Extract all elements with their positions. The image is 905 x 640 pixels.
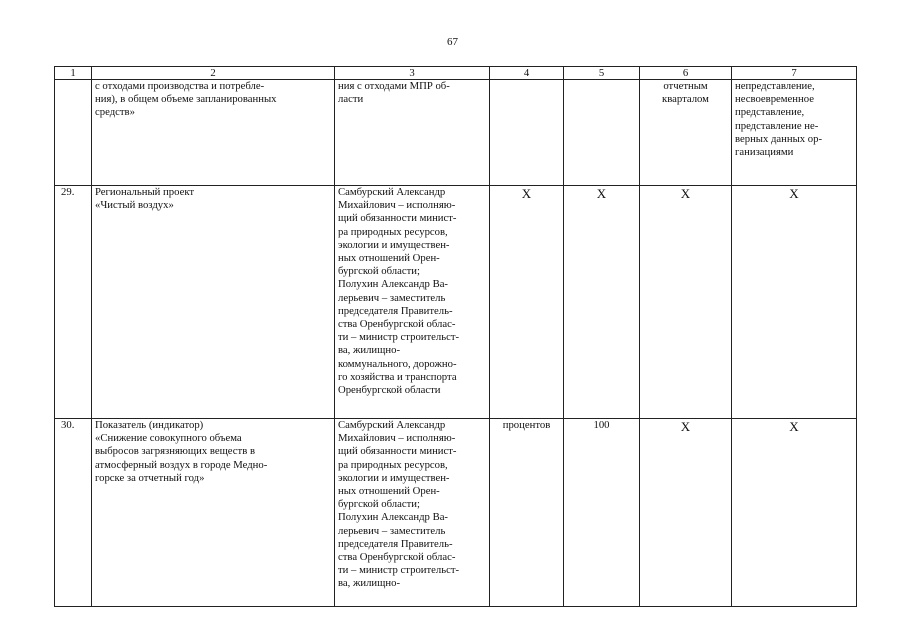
text-line: председателя Правитель- bbox=[338, 304, 453, 317]
text-line: несвоевременное bbox=[735, 93, 814, 106]
text-line: «Чистый воздух» bbox=[95, 199, 174, 212]
period-cell bbox=[640, 80, 732, 186]
text-line: ра природных ресурсов, bbox=[338, 225, 448, 238]
text-line: непредставление, bbox=[735, 80, 815, 92]
text-line: Оренбургской области bbox=[338, 384, 441, 397]
text-line: верных данных ор- bbox=[735, 132, 823, 145]
text-line: ра природных ресурсов, bbox=[338, 458, 448, 471]
value-cell bbox=[564, 80, 640, 186]
text-line: щий обязанности минист- bbox=[338, 212, 457, 225]
unit-cell: Х bbox=[490, 186, 564, 419]
text-line: ва, жилищно- bbox=[338, 577, 401, 590]
indicator-name bbox=[92, 186, 335, 419]
text-line: горске за отчетный год» bbox=[95, 471, 205, 484]
text-line: Показатель (индикатор) bbox=[95, 419, 204, 431]
text-line: «Снижение совокупного объема bbox=[95, 432, 242, 445]
text-line: щий обязанности минист- bbox=[338, 445, 457, 458]
column-number: 5 bbox=[564, 67, 640, 80]
text-line: с отходами производства и потребле- bbox=[95, 80, 265, 92]
text-line: го хозяйства и транспорта bbox=[338, 370, 457, 383]
text-line: лерьевич – заместитель bbox=[338, 524, 446, 537]
text-line: средств» bbox=[95, 106, 135, 119]
text-line: ных отношений Орен- bbox=[338, 252, 440, 265]
text-line: ния с отходами МПР об- bbox=[338, 80, 450, 92]
table-row bbox=[55, 419, 857, 607]
unit-cell bbox=[490, 80, 564, 186]
responsible-person bbox=[335, 419, 490, 607]
column-number: 1 bbox=[55, 67, 92, 80]
responsible-person bbox=[335, 186, 490, 419]
responsible-person bbox=[335, 80, 490, 186]
column-number: 4 bbox=[490, 67, 564, 80]
text-line: коммунального, дорожно- bbox=[338, 357, 457, 370]
period-cell: Х bbox=[640, 419, 732, 607]
text-line: ти – министр строительст- bbox=[338, 564, 460, 577]
document-table bbox=[54, 66, 857, 607]
unit-cell: процентов bbox=[490, 419, 564, 607]
indicator-name bbox=[92, 419, 335, 607]
period-cell: Х bbox=[640, 186, 732, 419]
indicator-name bbox=[92, 80, 335, 186]
text-line: ния), в общем объеме запланированных bbox=[95, 93, 277, 106]
text-line: председателя Правитель- bbox=[338, 537, 453, 550]
sanction-cell bbox=[732, 80, 857, 186]
table-row bbox=[55, 80, 857, 186]
text-line: Михайлович – исполняю- bbox=[338, 432, 456, 445]
page-number: 67 bbox=[447, 36, 458, 48]
text-line: Самбурский Александр bbox=[338, 419, 446, 431]
text-line: отчетным bbox=[663, 80, 708, 92]
text-line: Михайлович – исполняю- bbox=[338, 199, 456, 212]
row-number bbox=[55, 80, 92, 186]
text-line: лерьевич – заместитель bbox=[338, 291, 446, 304]
text-line: экологии и имуществен- bbox=[338, 238, 450, 251]
text-line: ных отношений Орен- bbox=[338, 485, 440, 498]
value-cell: 100 bbox=[564, 419, 640, 607]
text-line: атмосферный воздух в городе Медно- bbox=[95, 458, 268, 471]
column-number-row bbox=[55, 67, 857, 80]
text-line: ганизациями bbox=[735, 146, 794, 159]
text-line: ласти bbox=[338, 93, 364, 106]
text-line: экологии и имуществен- bbox=[338, 471, 450, 484]
row-number: 29. bbox=[55, 186, 92, 419]
text-line: Полухин Александр Ва- bbox=[338, 278, 448, 291]
text-line: Самбурский Александр bbox=[338, 186, 446, 198]
text-line: бургской области; bbox=[338, 498, 420, 511]
text-line: Региональный проект bbox=[95, 186, 195, 198]
text-line: бургской области; bbox=[338, 265, 420, 278]
text-line: кварталом bbox=[662, 93, 709, 106]
column-number: 7 bbox=[732, 67, 857, 80]
row-number: 30. bbox=[55, 419, 92, 607]
column-number: 3 bbox=[335, 67, 490, 80]
table-row bbox=[55, 186, 857, 419]
column-number: 6 bbox=[640, 67, 732, 80]
text-line: представление не- bbox=[735, 119, 819, 132]
text-line: выбросов загрязняющих веществ в bbox=[95, 445, 255, 458]
text-line: ти – министр строительст- bbox=[338, 331, 460, 344]
text-line: ва, жилищно- bbox=[338, 344, 401, 357]
text-line: ства Оренбургской облас- bbox=[338, 318, 456, 331]
value-cell: Х bbox=[564, 186, 640, 419]
sanction-cell: Х bbox=[732, 186, 857, 419]
column-number: 2 bbox=[92, 67, 335, 80]
text-line: представление, bbox=[735, 106, 805, 119]
sanction-cell: Х bbox=[732, 419, 857, 607]
text-line: ства Оренбургской облас- bbox=[338, 551, 456, 564]
text-line: Полухин Александр Ва- bbox=[338, 511, 448, 524]
